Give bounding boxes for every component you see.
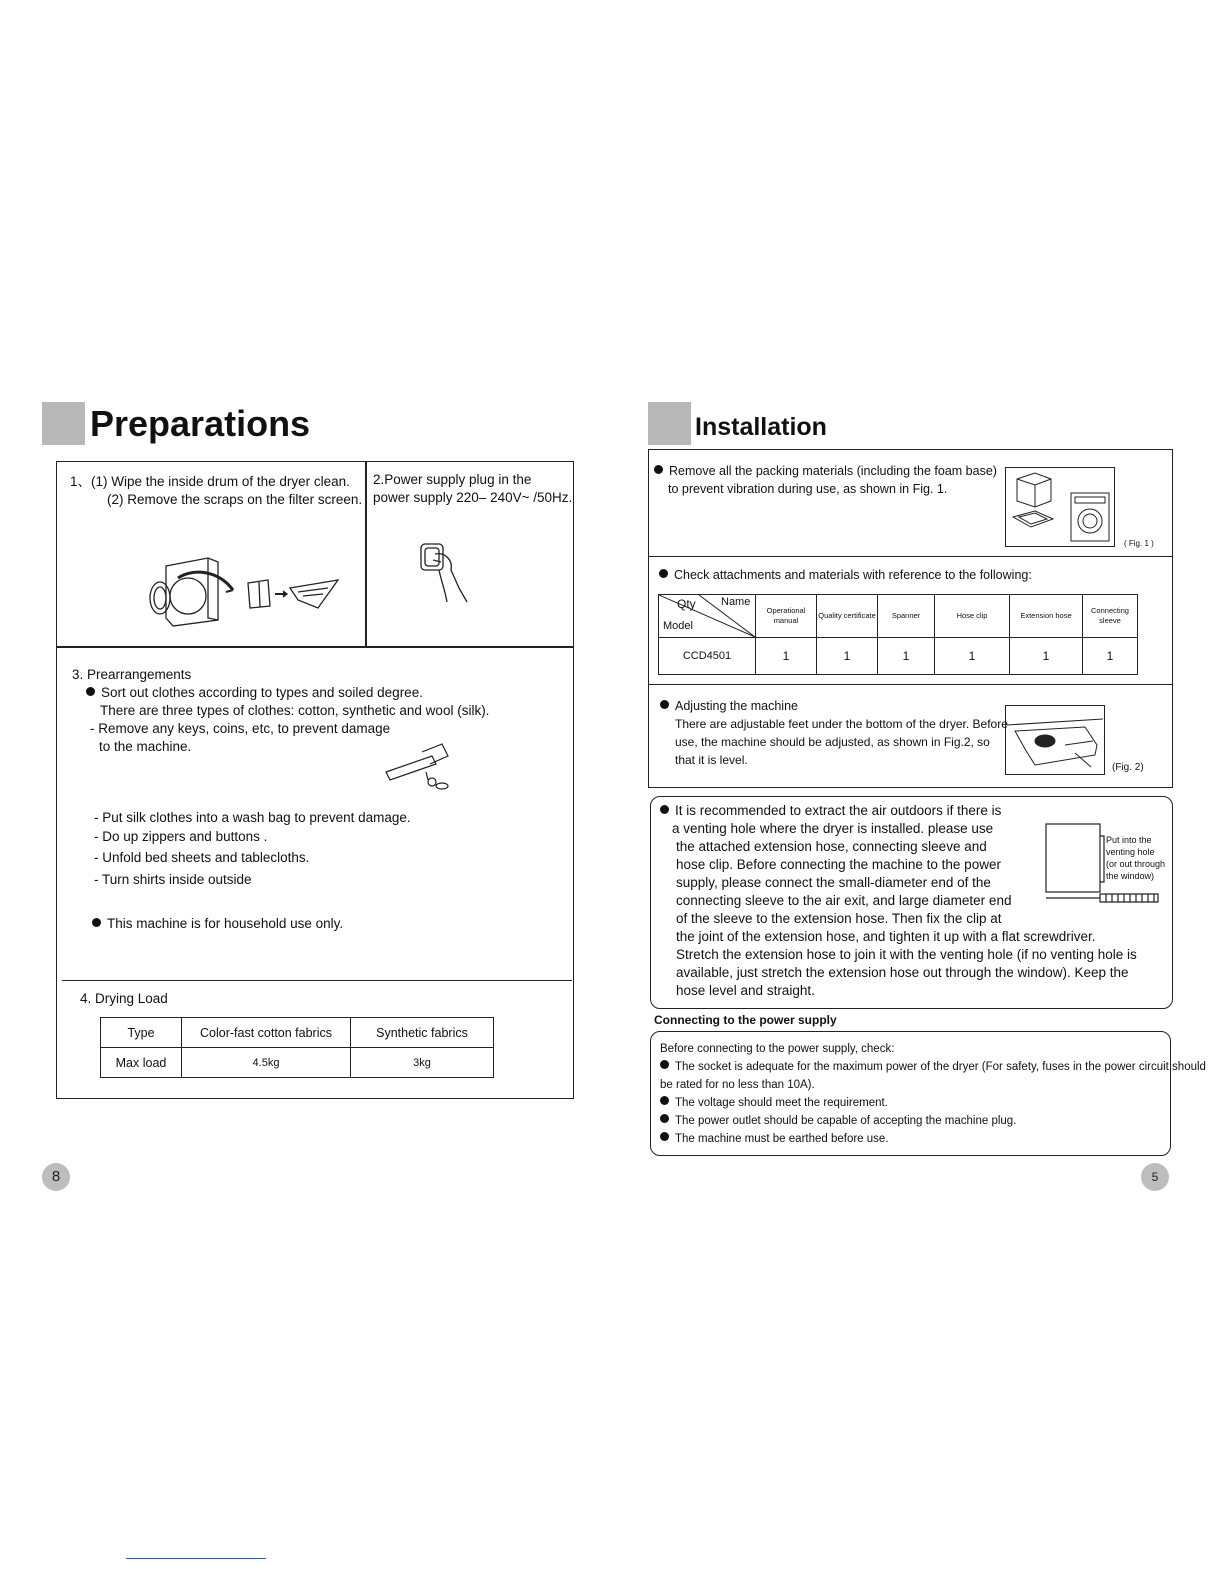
power-bullet2: [660, 1094, 888, 1112]
step3-heading: 3. Prearrangements: [72, 667, 192, 682]
venting-line: [676, 856, 1001, 874]
fig2-label: (Fig. 2): [1112, 762, 1144, 773]
bullet-dot: [660, 1114, 669, 1123]
table-row: [101, 1048, 494, 1078]
value-quality-certificate: 1: [817, 638, 878, 675]
page-number-left: 8: [42, 1163, 70, 1191]
power-bullet4-text: The machine must be earthed before use.: [675, 1133, 889, 1145]
adjusting-feet-figure: [1005, 705, 1105, 775]
venting-line-text: available, just stretch the extension hose out through the window). Keep the: [676, 965, 1129, 980]
table-row: [101, 1018, 494, 1048]
bullet-dot: [660, 1060, 669, 1069]
keys-coins-illustration: [382, 742, 452, 792]
power-intro: Before connecting to the power supply, check:: [660, 1043, 895, 1055]
venting-line-text: supply, please connect the small-diameter end of the: [676, 875, 991, 890]
power-bullet3-text: The power outlet should be capable of accepting the machine plug.: [675, 1115, 1017, 1127]
venting-line: [676, 928, 1096, 946]
power-bullet1-cont: be rated for no less than 10A).: [660, 1079, 815, 1091]
bullet-dot: [92, 918, 101, 927]
table-cell-synthetic-load: 3kg: [351, 1048, 494, 1078]
page-title-preparations: Preparations: [90, 403, 311, 444]
step2-line2: power supply 220– 240V~ /50Hz.: [373, 490, 573, 505]
attachments-table: [658, 594, 1138, 675]
step3-dash1-cont: to the machine.: [99, 739, 192, 754]
fig1-label: ( Fig. 1 ): [1124, 539, 1154, 548]
corner-name: Name: [721, 596, 751, 608]
step3-dash1: - Remove any keys, coins, etc, to prevent damage: [90, 721, 391, 736]
step3-bullet1-cont: There are three types of clothes: cotton, synthetic and wool (silk).: [100, 703, 490, 718]
step2-line1: 2.Power supply plug in the: [373, 472, 532, 487]
venting-line: [676, 964, 1129, 982]
col-connecting-sleeve: Connecting sleeve: [1083, 595, 1138, 638]
bullet1-text: Sort out clothes according to types and soiled degree.: [101, 685, 423, 700]
install-divider-1: [649, 556, 1172, 557]
venting-line: [676, 838, 987, 856]
power-heading: Connecting to the power supply: [654, 1013, 837, 1027]
step3-dash4: - Unfold bed sheets and tablecloths.: [94, 850, 310, 865]
packing-line1: [654, 462, 997, 480]
adjusting-line2: use, the machine should be adjusted, as shown in Fig.2, so: [675, 735, 990, 749]
col-extension-hose: Extension hose: [1010, 595, 1083, 638]
table-row: [659, 595, 1138, 638]
bullet-dot: [654, 465, 663, 474]
row-model: CCD4501: [659, 638, 756, 675]
table-header-synthetic: Synthetic fabrics: [351, 1018, 494, 1048]
step3-bullet1: [86, 684, 423, 702]
packing-figure: [1005, 467, 1115, 547]
col-spanner: Spanner: [878, 595, 935, 638]
venting-line-text: hose clip. Before connecting the machine to the power: [676, 857, 1001, 872]
step3-dash2: - Put silk clothes into a wash bag to prevent damage.: [94, 810, 411, 825]
step3-bullet2: [92, 915, 343, 933]
venting-line: [676, 892, 1011, 910]
adjusting-line3: that it is level.: [675, 753, 748, 767]
page-title-installation: Installation: [695, 413, 827, 441]
corner-model: Model: [663, 620, 693, 632]
table-cell-cotton-load: 4.5kg: [182, 1048, 351, 1078]
adjusting-heading-text: Adjusting the machine: [675, 699, 798, 713]
power-bullet2-text: The voltage should meet the requirement.: [675, 1097, 888, 1109]
venting-line-text: Stretch the extension hose to join it with the venting hole (if no venting hole is: [676, 947, 1137, 962]
value-connecting-sleeve: 1: [1083, 638, 1138, 675]
col-operational-manual: Operational manual: [756, 595, 817, 638]
packing-line2: to prevent vibration during use, as shown in Fig. 1.: [668, 482, 948, 496]
venting-line: [676, 946, 1137, 964]
table-header-cotton: Color-fast cotton fabrics: [182, 1018, 351, 1048]
value-extension-hose: 1: [1010, 638, 1083, 675]
venting-line: [676, 982, 815, 1000]
vent-note-3: (or out through: [1106, 859, 1166, 869]
venting-line: [660, 802, 1001, 820]
step3-dash5: - Turn shirts inside outside: [94, 872, 252, 887]
page-number-right: 5: [1141, 1163, 1169, 1191]
plug-socket-icon: [415, 540, 475, 608]
table-header-type: Type: [101, 1018, 182, 1048]
vent-note-4: the window): [1106, 871, 1155, 881]
table-cell-maxload: Max load: [101, 1048, 182, 1078]
adjusting-line1: There are adjustable feet under the bottom of the dryer. Before: [675, 717, 1008, 731]
bullet-dot: [659, 569, 668, 578]
venting-line-text: the attached extension hose, connecting sleeve and: [676, 839, 987, 854]
venting-line: [672, 820, 993, 838]
bullet-dot: [660, 1096, 669, 1105]
step3-dash3: - Do up zippers and buttons .: [94, 829, 268, 844]
corner-qty: Qty: [677, 597, 696, 611]
venting-line: [676, 874, 991, 892]
venting-line: [676, 910, 1001, 928]
venting-line-text: of the sleeve to the extension hose. Then fix the clip at: [676, 911, 1002, 926]
bullet-dot: [86, 687, 95, 696]
divider-vertical: [365, 462, 367, 647]
venting-line-text: a venting hole where the dryer is installed. please use: [672, 821, 994, 836]
bullet-dot: [660, 700, 669, 709]
step4-heading: 4. Drying Load: [80, 991, 168, 1006]
installation-header-block: [648, 402, 691, 445]
divider-horizontal-1: [57, 646, 573, 648]
power-bullet3: [660, 1112, 1016, 1130]
install-divider-2: [649, 684, 1172, 685]
power-bullet4: [660, 1130, 889, 1148]
value-operational-manual: 1: [756, 638, 817, 675]
power-bullet1: [660, 1058, 1206, 1076]
bottom-underline: [126, 1558, 266, 1559]
dryer-filter-illustration: [138, 548, 348, 628]
table-corner-cell: [659, 595, 756, 638]
attachments-heading-text: Check attachments and materials with reference to the following:: [674, 568, 1032, 582]
divider-horizontal-2: [62, 980, 572, 981]
preparations-header-block: [42, 402, 85, 445]
vent-note-1: Put into the: [1106, 835, 1152, 845]
bullet2-text: This machine is for household use only.: [107, 916, 344, 931]
venting-line-text: hose level and straight.: [676, 983, 815, 998]
col-hose-clip: Hose clip: [935, 595, 1010, 638]
bullet-dot: [660, 805, 669, 814]
venting-line-text: It is recommended to extract the air outdoors if there is: [675, 803, 1002, 818]
power-bullet1-text: The socket is adequate for the maximum power of the dryer (For safety, fuses in the power circuit should: [675, 1061, 1206, 1073]
drying-load-table: [100, 1017, 494, 1078]
vent-note-2: venting hole: [1106, 847, 1155, 857]
value-hose-clip: 1: [935, 638, 1010, 675]
venting-line-text: the joint of the extension hose, and tighten it up with a flat screwdriver.: [676, 929, 1096, 944]
attachments-heading: [659, 566, 1032, 584]
adjusting-heading: [660, 697, 798, 715]
packing-line1-text: Remove all the packing materials (including the foam base): [669, 464, 997, 478]
bullet-dot: [660, 1132, 669, 1141]
venting-line-text: connecting sleeve to the air exit, and large diameter end: [676, 893, 1012, 908]
table-row: [659, 638, 1138, 675]
step1-line1: 1、(1) Wipe the inside drum of the dryer clean.: [70, 474, 350, 489]
col-quality-certificate: Quality certificate: [817, 595, 878, 638]
step1-line2: (2) Remove the scraps on the filter screen.: [107, 492, 363, 507]
value-spanner: 1: [878, 638, 935, 675]
